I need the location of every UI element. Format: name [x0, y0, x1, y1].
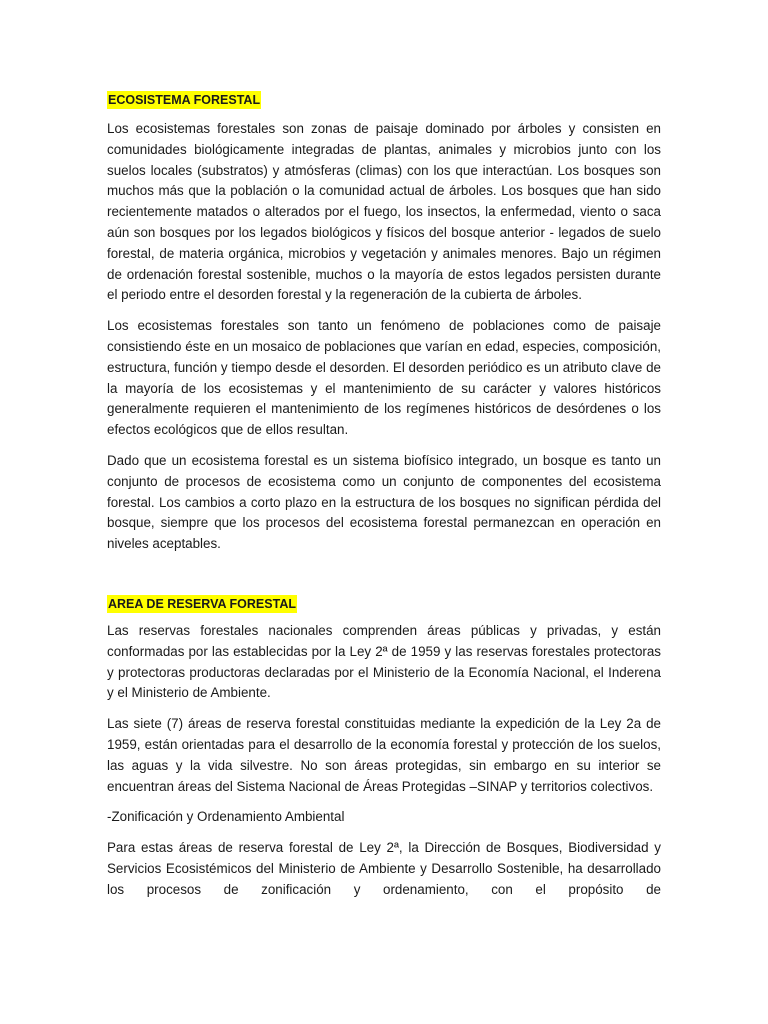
paragraph-ecosistema-1: Los ecosistemas forestales son zonas de paisaje dominado por árboles y consisten en comunidades biológicamente integradas de plantas, animales y microbios junto con los suelos locales (substratos) y atmósferas (climas) con los que interactúan. Los bosques son muchos más que la población o la comunidad actual de árboles. Los bosques que han sido recientemente matados o alterados por el fuego, los insectos, la enfermedad, viento o saca aún son bosques por los legados biológicos y físicos del bosque anterior - legados de suelo forestal, de materia orgánica, microbios y vegetación y animales menores. Bajo un régimen de ordenación forestal sostenible, muchos o la mayoría de estos legados persisten durante el periodo entre el desorden forestal y la regeneración de la cubierta de árboles.: [107, 121, 661, 303]
section-heading-area-reserva-forestal: AREA DE RESERVA FORESTAL: [108, 596, 296, 611]
paragraph-ecosistema-3: Dado que un ecosistema forestal es un sistema biofísico integrado, un bosque es tanto un conjunto de procesos de ecosistema como un conjunto de componentes del ecosistema forestal. Los cambios a corto plazo en la estructura de los bosques no significan pérdida del bosque, siempre que los procesos del ecosistema forestal permanezcan en operación en niveles aceptables.: [107, 452, 661, 552]
subheading-zonificacion: -Zonificación y Ordenamiento Ambiental: [107, 809, 345, 825]
paragraph-reserva-3: Para estas áreas de reserva forestal de Ley 2ª, la Dirección de Bosques, Biodiversidad y Servicios Ecosistémicos del Ministerio de Ambiente y Desarrollo Sostenible, ha desarrollado los procesos de zonificación y ordenamiento, con el propósito de: [107, 840, 661, 897]
section-heading-ecosistema-forestal: ECOSISTEMA FORESTAL: [108, 93, 261, 107]
paragraph-reserva-2: Las siete (7) áreas de reserva forestal constituidas mediante la expedición de la Ley 2a de 1959, están orientadas para el desarrollo de la economía forestal y protección de los suelos, las aguas y la vida silvestre. No son áreas protegidas, sin embargo en su interior se encuentran áreas del Sistema Nacional de Áreas Protegidas –SINAP y territorios colectivos.: [107, 716, 661, 794]
document-page: [107, 91, 661, 901]
paragraph-reserva-1: Las reservas forestales nacionales comprenden áreas públicas y privadas, y están conformadas por las establecidas por la Ley 2ª de 1959 y las reservas forestales protectoras y protectoras productoras declaradas por el Ministerio de la Economía Nacional, el Inderena y el Ministerio de Ambiente.: [107, 622, 661, 701]
paragraph-ecosistema-2: Los ecosistemas forestales son tanto un fenómeno de poblaciones como de paisaje consistiendo éste en un mosaico de poblaciones que varían en edad, especies, composición, estructura, función y tiempo desde el desorden. El desorden periódico es un atributo clave de la mayoría de los ecosistemas y el mantenimiento de su carácter y valores históricos generalmente requieren el mantenimiento de los regímenes históricos de desórdenes o los efectos ecológicos que de ellos resultan.: [107, 318, 661, 438]
